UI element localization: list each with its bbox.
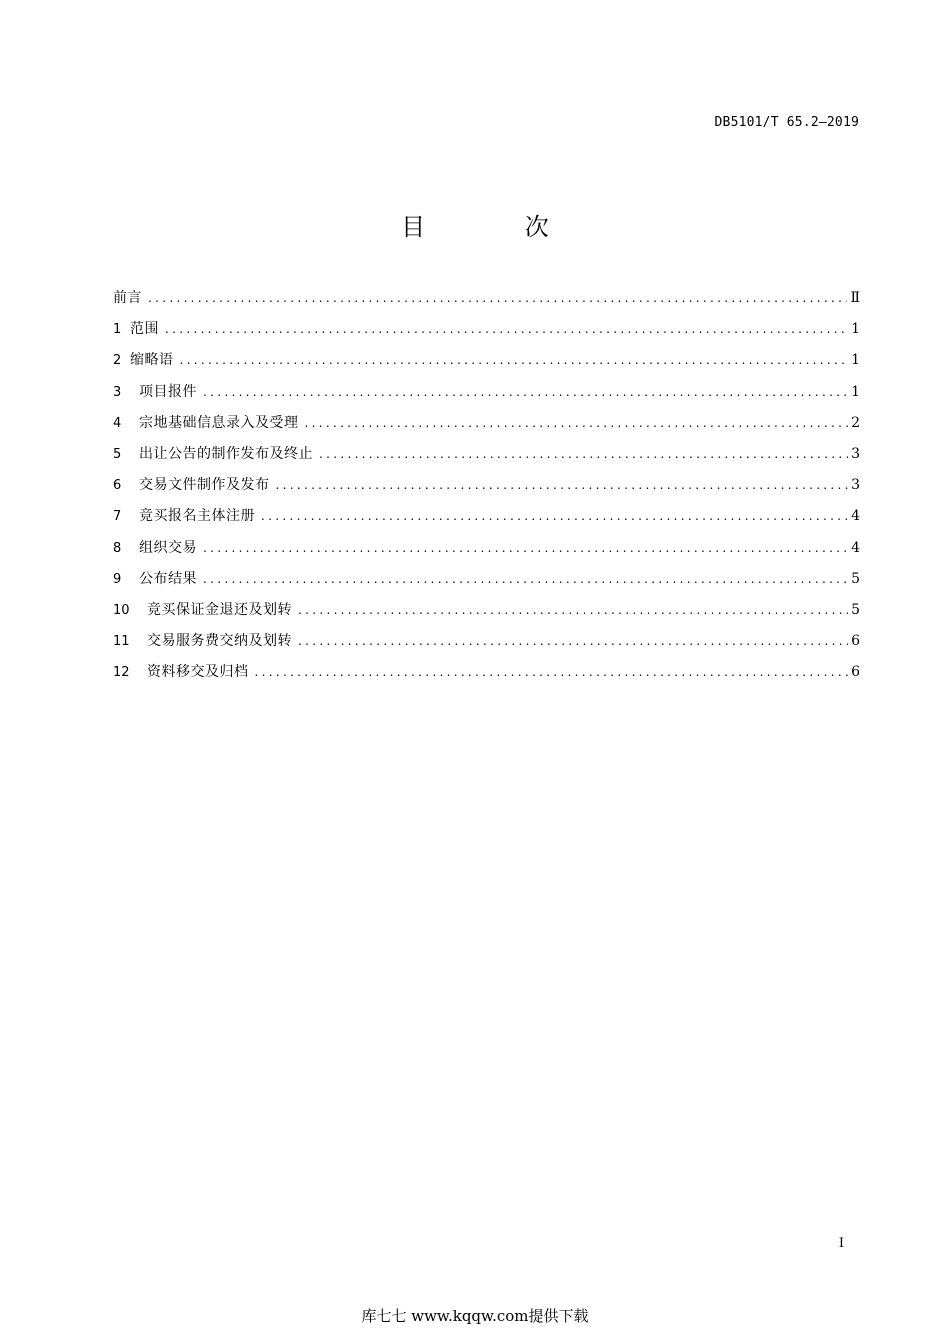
toc-entry-title: 交易文件制作及发布 [139,477,270,494]
toc-entry-title: 项目报件 [139,383,197,400]
toc-entry-9[interactable] [113,568,860,599]
toc-entry-8[interactable] [113,537,860,568]
toc-entry-page: 2 [851,414,860,431]
toc-entry-title: 出让公告的制作发布及终止 [139,445,313,462]
toc-leader-dots [203,568,848,590]
toc-entry-10[interactable] [113,599,860,630]
toc-entry-foreword[interactable] [113,287,860,318]
toc-entry-number: 8 [113,540,122,556]
toc-leader-dots [165,318,848,340]
toc-entry-page: 6 [851,664,860,681]
toc-entry-title: 组织交易 [139,539,197,556]
toc-entry-page: 5 [851,601,860,618]
toc-entry-number: 12 [113,665,130,681]
toc-leader-dots [203,537,848,559]
toc-entry-7[interactable] [113,505,860,536]
toc-entry-number: 6 [113,478,122,494]
toc-entry-page: 3 [851,477,860,494]
toc-entry-title: 缩略语 [130,352,174,369]
document-code: DB5101/T 65.2—2019 [714,115,859,130]
toc-leader-dots [261,505,848,527]
toc-entry-title: 宗地基础信息录入及受理 [139,414,299,431]
toc-entry-page: 5 [851,570,860,587]
toc-entry-page: 4 [851,508,860,525]
page-number: I [838,1236,844,1251]
toc-entry-page: 6 [851,633,860,650]
table-of-contents [113,287,860,692]
toc-entry-number: 4 [113,415,122,431]
toc-entry-title: 资料移交及归档 [147,664,249,681]
toc-entry-number: 11 [113,634,130,650]
toc-entry-2[interactable] [113,349,860,380]
toc-entry-page: 4 [851,539,860,556]
toc-leader-dots [319,443,848,465]
toc-entry-title: 公布结果 [139,570,197,587]
toc-entry-page: 1 [851,352,860,369]
toc-entry-page: 3 [851,445,860,462]
download-credit: 库七七 www.kqqw.com提供下载 [361,1307,589,1325]
toc-leader-dots [180,349,849,371]
toc-entry-title: 范围 [130,321,159,338]
toc-entry-number: 7 [113,509,122,525]
toc-entry-3[interactable] [113,381,860,412]
toc-leader-dots [255,661,849,683]
toc-entry-5[interactable] [113,443,860,474]
toc-entry-1[interactable] [113,318,860,349]
toc-entry-number: 10 [113,602,130,618]
toc-entry-page: Ⅱ [850,290,860,306]
toc-entry-title: 竞买报名主体注册 [139,508,255,525]
toc-entry-number: 2 [113,353,122,369]
toc-entry-title: 前言 [113,290,142,306]
toc-entry-4[interactable] [113,412,860,443]
toc-leader-dots [148,287,847,309]
toc-leader-dots [298,630,848,652]
toc-entry-11[interactable] [113,630,860,661]
toc-entry-number: 3 [113,384,122,400]
toc-entry-page: 1 [851,321,860,338]
toc-leader-dots [203,381,848,403]
toc-entry-number: 1 [113,322,122,338]
toc-entry-title: 交易服务费交纳及划转 [147,633,292,650]
toc-entry-number: 5 [113,446,122,462]
toc-entry-6[interactable] [113,474,860,505]
toc-entry-title: 竞买保证金退还及划转 [147,601,292,618]
toc-entry-12[interactable] [113,661,860,692]
toc-leader-dots [276,474,849,496]
toc-leader-dots [305,412,849,434]
toc-entry-number: 9 [113,571,122,587]
toc-leader-dots [298,599,848,621]
toc-entry-page: 1 [851,383,860,400]
page-title: 目 次 [401,213,595,241]
